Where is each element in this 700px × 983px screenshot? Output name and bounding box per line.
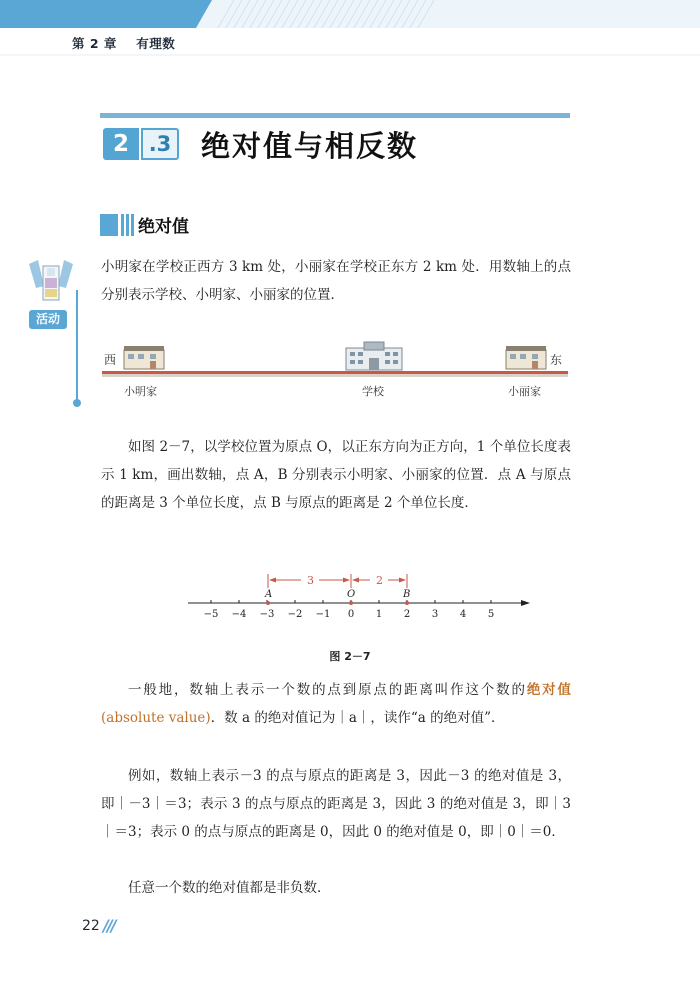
- point-b-label: B: [403, 589, 411, 600]
- school-icon: [346, 342, 402, 370]
- paragraph-origin: 如图 2－7，以学校位置为原点 O，以正东方向为正方向，1 个单位长度表示 1 km，画出数轴，点 A，B 分别表示小明家、小丽家的位置．点 A 与原点的距离是 3 个单位长度，点 B 与原点的距离是 2 个单位长度．: [101, 439, 571, 511]
- example-paragraph: 例如，数轴上表示－3 的点与原点的距离是 3，因此－3 的绝对值是 3，即｜－3｜＝3；表示 3 的点与原点的距离是 3，因此 3 的绝对值是 3，即｜3｜＝3；表示 0 的点与原点的距离是 0，因此 0 的绝对值是 0，即｜0｜＝0．: [101, 768, 571, 840]
- activity-dot: [73, 399, 81, 407]
- point-b-dot: [405, 601, 409, 605]
- subsection-bar: [100, 214, 118, 236]
- section-subnumber: .3: [141, 128, 179, 160]
- conclusion-paragraph: 任意一个数的绝对值都是非负数．: [128, 880, 331, 896]
- title-rule: [100, 113, 570, 118]
- point-o-dot: [349, 601, 353, 605]
- ming-home-icon: [124, 346, 164, 369]
- section-number: 2: [103, 128, 139, 160]
- axis-tick-label: 3: [431, 609, 439, 620]
- activity-line: [76, 290, 78, 402]
- activity-paragraph: 小明家在学校正西方 3 km 处，小丽家在学校正东方 2 km 处．用数轴上的点分别表示学校、小明家、小丽家的位置．: [101, 259, 571, 303]
- axis-tick-label: −1: [315, 609, 331, 620]
- point-o-label: O: [347, 589, 356, 600]
- activity-tag: 活动: [29, 310, 67, 329]
- east-label: 东: [550, 353, 563, 367]
- axis-tick-label: −3: [259, 609, 275, 620]
- axis-tick-label: 1: [375, 609, 383, 620]
- figure-caption: 图 2－7: [329, 650, 371, 663]
- definition-term: 绝对值: [526, 682, 572, 698]
- axis-arrow: [521, 600, 530, 606]
- definition-post: ．数 a 的绝对值记为｜a｜，读作“a 的绝对值”．: [210, 710, 505, 726]
- subsection-bar: [131, 214, 134, 236]
- distance-a-label: 3: [307, 574, 314, 587]
- page-number: 22: [82, 918, 100, 934]
- section-number-badge: [103, 128, 179, 160]
- point-a-dot: [266, 601, 270, 605]
- section-title: 绝对值与相反数: [201, 129, 419, 163]
- page-number-slashes: ///: [103, 916, 115, 935]
- subsection-title: 绝对值: [138, 217, 189, 237]
- distance-b-label: 2: [376, 574, 383, 587]
- definition-paragraph: [101, 676, 571, 732]
- definition-pre: 一般地，数轴上表示一个数的点到原点的距离叫作这个数的: [128, 682, 527, 698]
- activity-icon: [26, 256, 76, 308]
- west-label: 西: [104, 353, 117, 367]
- point-a-label: A: [265, 589, 273, 600]
- definition-term-en: (absolute value): [101, 710, 211, 726]
- subsection-bar: [121, 214, 124, 236]
- axis-tick-label: 5: [487, 609, 495, 620]
- map-illustration: [98, 338, 572, 404]
- axis-tick-label: 2: [403, 609, 411, 620]
- axis-tick-label: 4: [459, 609, 467, 620]
- li-home-icon: [506, 346, 546, 369]
- axis-tick-label: −4: [231, 609, 247, 620]
- axis-tick-label: 0: [347, 609, 355, 620]
- road: [102, 371, 568, 374]
- subsection-bar: [126, 214, 129, 236]
- li-home-label: 小丽家: [508, 385, 541, 398]
- axis-tick-label: −2: [287, 609, 303, 620]
- ming-home-label: 小明家: [124, 385, 157, 398]
- chapter-label: 第 2 章 有理数: [72, 36, 176, 51]
- axis-tick-label: −5: [203, 609, 219, 620]
- school-label: 学校: [362, 385, 384, 398]
- number-line-figure: [180, 568, 540, 624]
